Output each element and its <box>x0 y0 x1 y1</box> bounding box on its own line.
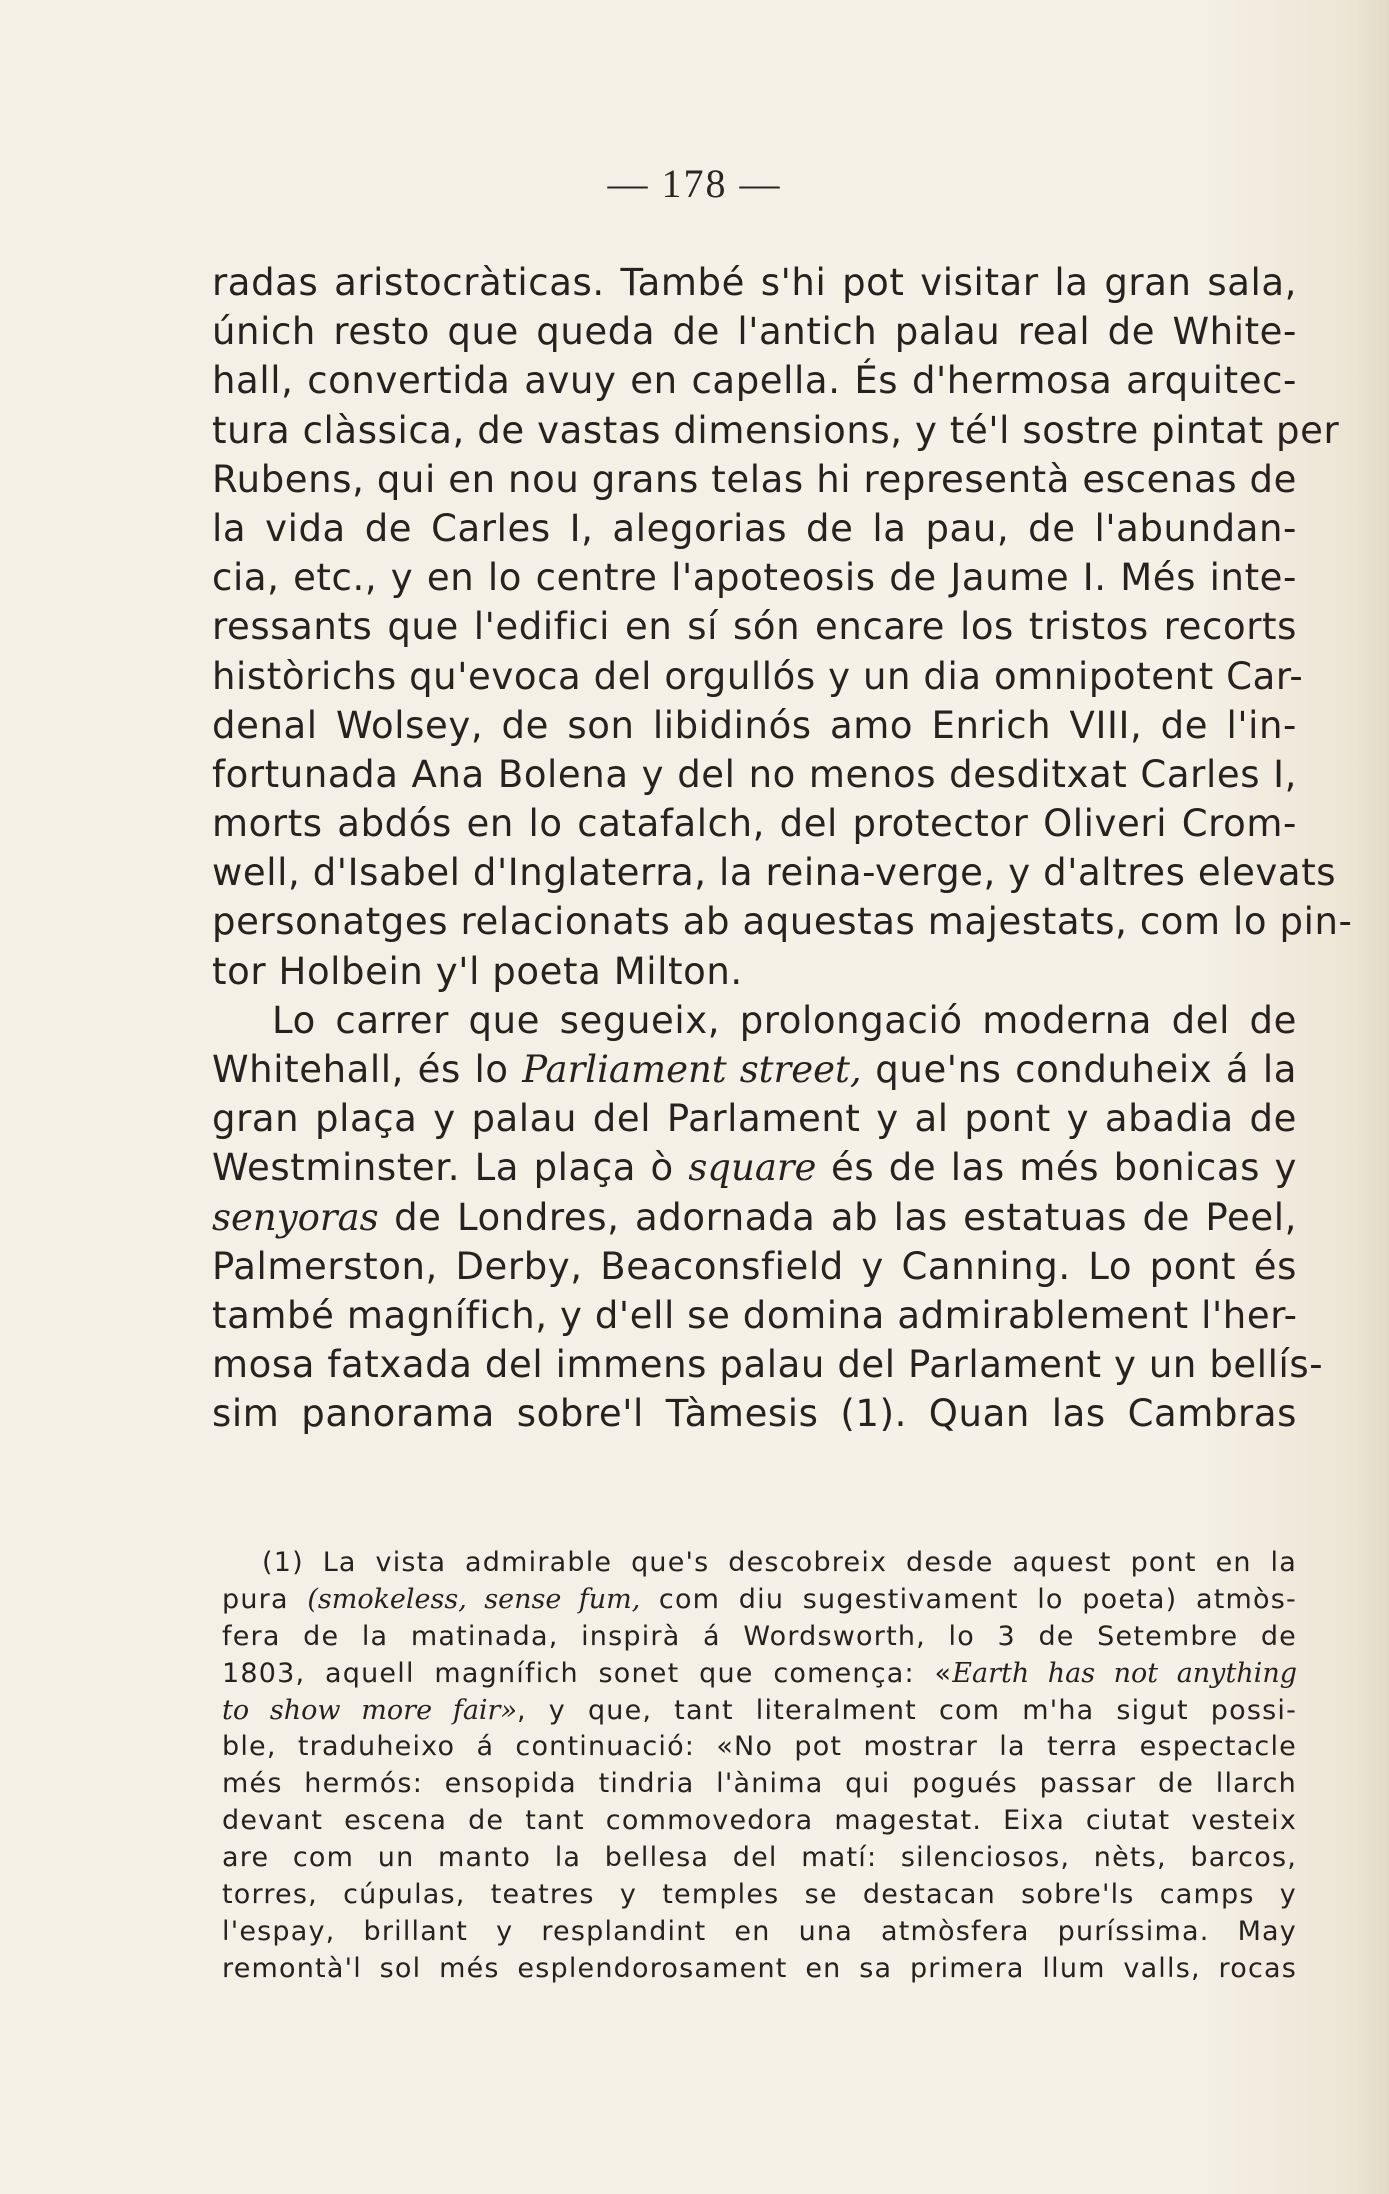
main-text <box>212 258 1353 1439</box>
italic-term: Parliament street, <box>522 1048 862 1091</box>
footnote-line: are com un manto la bellesa del matí: silenciosos, nèts, barcos, <box>222 1842 1297 1874</box>
text-line: well, d'Isabel d'Inglaterra, la reina-verge, y d'altres elevats <box>212 851 1337 895</box>
text-line: la vida de Carles I, alegorias de la pau, de l'abundan- <box>212 506 1297 550</box>
italic-term: square <box>688 1146 817 1190</box>
italic-term: (smokeless, sense fum, <box>307 1583 641 1615</box>
text-line: cia, etc., y en lo centre l'apoteosis de Jaume I. Més inte- <box>212 556 1297 600</box>
text-line: tura clàssica, de vastas dimensions, y té'l sostre pintat per <box>212 408 1340 452</box>
footnote-line: devant escena de tant commovedora magestat. Eixa ciutat vesteix <box>222 1805 1297 1837</box>
footnote-line: to show more fair», y que, tant literalment com m'ha sigut possi- <box>222 1694 1298 1726</box>
text-line: únich resto que queda de l'antich palau real de White- <box>212 310 1297 354</box>
text-line: també magnífich, y d'ell se domina admirablement l'her- <box>212 1293 1298 1337</box>
text-line: denal Wolsey, de son libidinós amo Enrich VIII, de l'in- <box>212 703 1297 747</box>
text-line: gran plaça y palau del Parlament y al pont y abadia de <box>212 1097 1297 1141</box>
footnote-line: ble, traduheixo á continuació: «No pot mostrar la terra espectacle <box>222 1731 1297 1763</box>
footnote-line: fera de la matinada, inspirà á Wordsworth, lo 3 de Setembre de <box>222 1620 1297 1652</box>
italic-term: Earth has not anything <box>952 1657 1297 1689</box>
footnote-line: torres, cúpulas, teatres y temples se destacan sobre'ls camps y <box>222 1879 1297 1911</box>
text-line: personatges relacionats ab aquestas majestats, com lo pin- <box>212 900 1353 944</box>
italic-term: to show more fair» <box>222 1694 517 1726</box>
text-line: sim panorama sobre'l Tàmesis (1). Quan las Cambras <box>212 1392 1297 1436</box>
page-number: — 178 — <box>607 161 782 206</box>
text-line: Palmerston, Derby, Beaconsfield y Canning. Lo pont és <box>212 1244 1297 1288</box>
text-line: Lo carrer que segueix, prolongació moderna del de <box>272 998 1297 1042</box>
text-line: ressants que l'edifici en sí són encare los tristos recorts <box>212 605 1297 649</box>
text-line: històrichs qu'evoca del orgullós y un dia omnipotent Car- <box>212 654 1304 698</box>
text-line: tor Holbein y'l poeta Milton. <box>212 949 743 993</box>
footnote <box>222 1545 1297 1988</box>
text-line: fortunada Ana Bolena y del no menos desditxat Carles I, <box>212 752 1297 796</box>
text-line: hall, convertida avuy en capella. És d'hermosa arquitec- <box>212 359 1297 403</box>
text-line: radas aristocràticas. També s'hi pot visitar la gran sala, <box>212 261 1297 304</box>
text-line: morts abdós en lo catafalch, del protector Oliveri Crom- <box>212 802 1297 846</box>
text-line: Westminster. La plaça ò square és de las més bonicas y <box>212 1146 1298 1190</box>
text-line: senyoras de Londres, adornada ab las estatuas de Peel, <box>212 1195 1297 1239</box>
footnote-line: 1803, aquell magnífich sonet que comença: «Earth has not anything <box>222 1657 1297 1689</box>
italic-term: senyoras <box>212 1195 379 1239</box>
text-line: Rubens, qui en nou grans telas hi representà escenas de <box>212 457 1297 501</box>
footnote-line: (1) La vista admirable que's descobreix desde aquest pont en la <box>262 1547 1297 1578</box>
text-line: mosa fatxada del immens palau del Parlament y un bellís- <box>212 1343 1324 1387</box>
footnote-line: l'espay, brillant y resplandint en una atmòsfera puríssima. May <box>222 1915 1297 1947</box>
footnote-line: més hermós: ensopida tindria l'ànima qui pogués passar de llarch <box>222 1768 1297 1800</box>
footnote-line: remontà'l sol més esplendorosament en sa primera llum valls, rocas <box>222 1952 1297 1984</box>
footnote-line: pura (smokeless, sense fum, com diu sugestivament lo poeta) atmòs- <box>222 1583 1297 1615</box>
text-line: Whitehall, és lo Parliament street, que'ns conduheix á la <box>212 1048 1297 1091</box>
